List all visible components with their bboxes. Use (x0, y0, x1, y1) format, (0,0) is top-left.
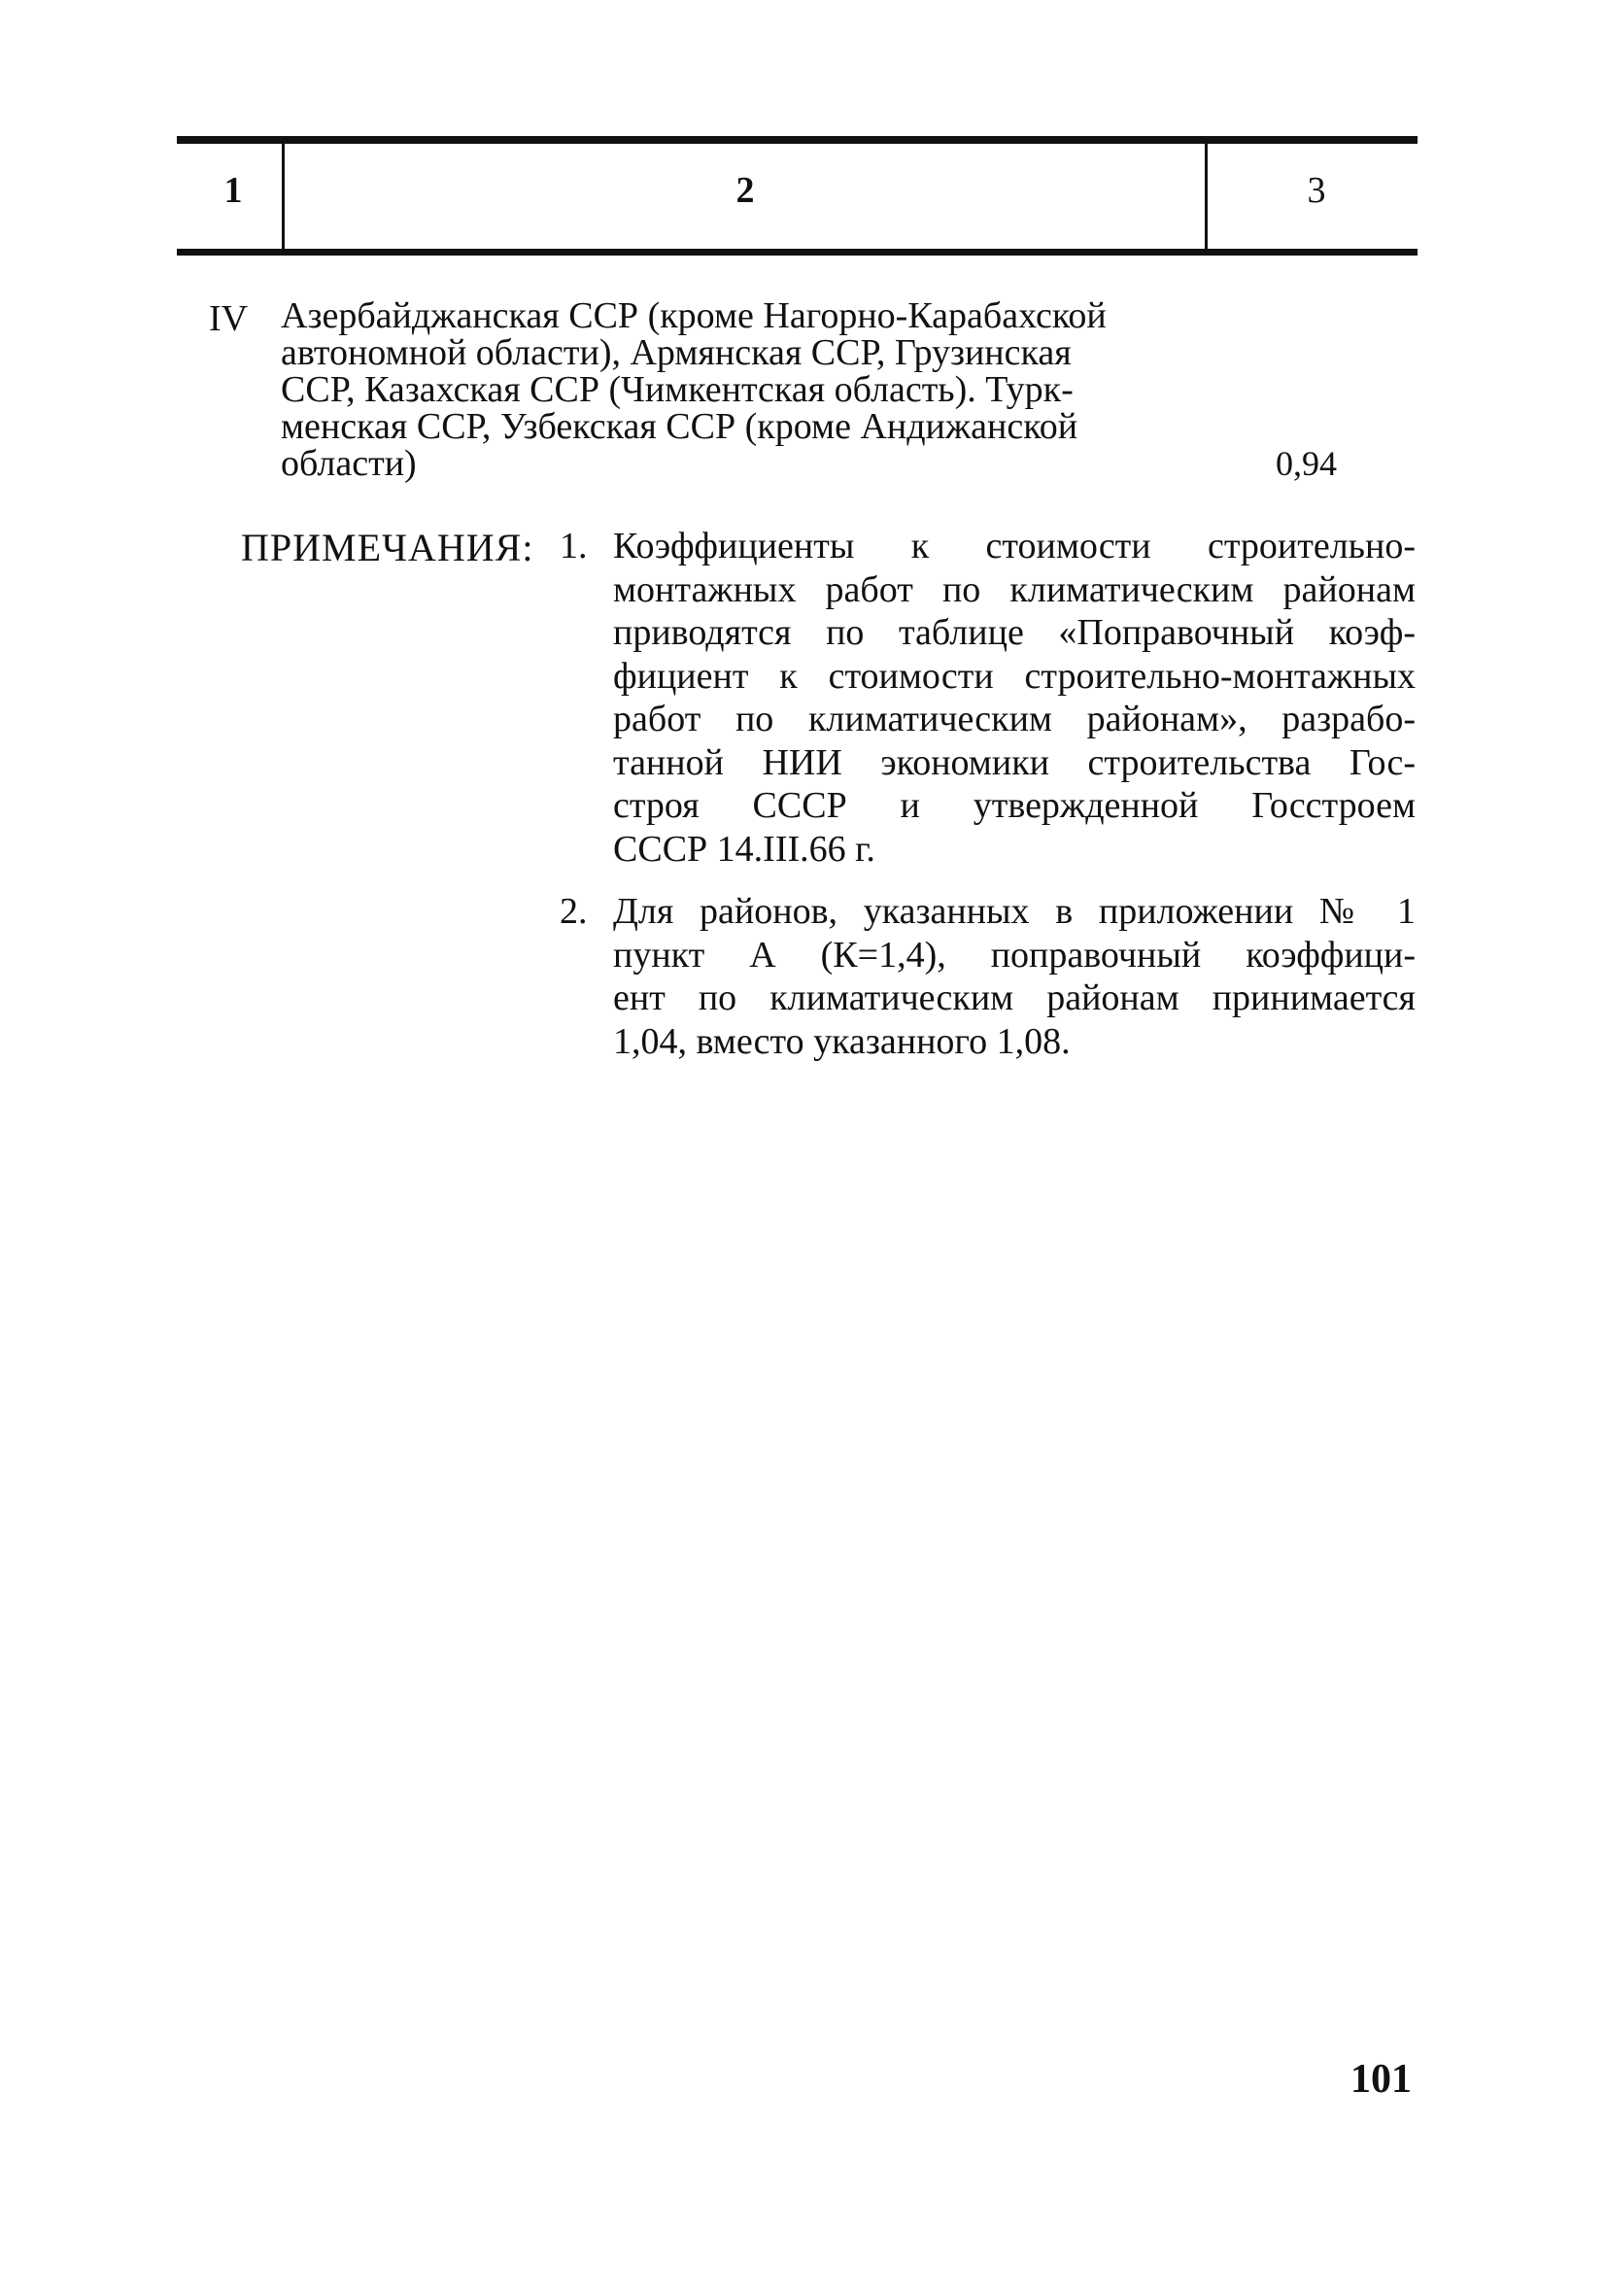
note-text (613, 890, 1416, 1063)
column-3-header: 3 (1307, 170, 1326, 211)
note-line: монтажных работ по климатическим районам (613, 568, 1416, 610)
description-line: ССР, Казахская ССР (Чимкентская область). Турк- (281, 369, 1074, 410)
climate-zone: IV (209, 298, 249, 339)
note-line: строя СССР и утвержденной Госстроем (613, 785, 1416, 826)
table-top-rule (177, 136, 1418, 144)
description-line: области) (281, 443, 417, 484)
coefficient-value: 0,94 (1276, 444, 1337, 483)
note-number: 1. (560, 526, 588, 566)
region-description (281, 297, 1252, 482)
table-header (177, 136, 1418, 257)
note-line: фициент к стоимости строительно-монтажных (613, 655, 1416, 697)
description-line: менская ССР, Узбекская ССР (кроме Андижанской (281, 406, 1078, 447)
note-line: Коэффициенты к стоимости строительно- (613, 526, 1416, 566)
column-2-header: 2 (735, 170, 755, 211)
column-divider (282, 144, 285, 249)
note-line: Для районов, указанных в приложении № 1 (613, 891, 1416, 932)
page-number: 101 (1350, 2057, 1412, 2102)
column-divider (1205, 144, 1208, 249)
note-line: приводятся по таблице «Поправочный коэф- (613, 612, 1416, 653)
note-number: 2. (560, 891, 588, 932)
note-text (613, 525, 1416, 871)
note-line: 1,04, вместо указанного 1,08. (613, 1020, 1071, 1062)
notes-label: ПРИМЕЧАНИЯ: (241, 526, 534, 569)
description-line: автономной области), Армянская ССР, Грузинская (281, 332, 1072, 373)
note-line: ент по климатическим районам принимается (613, 977, 1416, 1018)
column-1-header: 1 (223, 170, 243, 211)
table-header-bottom-rule (177, 249, 1418, 256)
note-line: работ по климатическим районам», разрабо- (613, 699, 1416, 739)
description-line: Азербайджанская ССР (кроме Нагорно-Карабахской (281, 295, 1107, 336)
note-line: СССР 14.III.66 г. (613, 828, 875, 870)
note-line: танной НИИ экономики строительства Гос- (613, 741, 1416, 783)
note-line: пункт А (К=1,4), поправочный коэффици- (613, 934, 1416, 976)
